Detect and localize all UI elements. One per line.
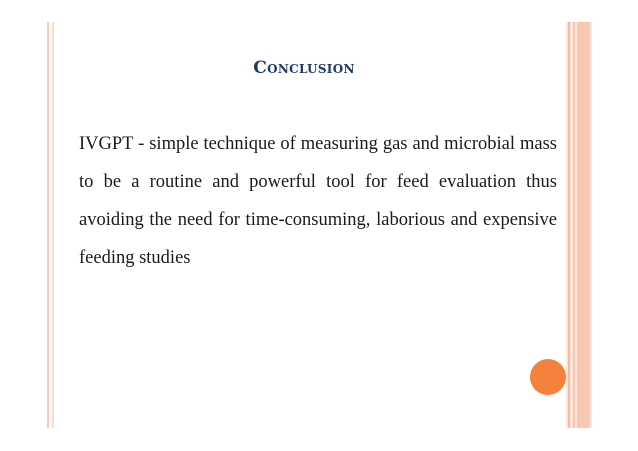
left-decorative-stripe	[47, 22, 49, 428]
right-decorative-line-inner	[573, 22, 575, 428]
slide-title: Conclusion	[253, 58, 355, 78]
right-decorative-fill	[577, 22, 590, 428]
orange-circle-decoration	[530, 359, 566, 395]
right-decorative-line	[568, 22, 570, 428]
slide-body-text: IVGPT - simple technique of measuring gas and microbial mass to be a routine and powerful tool for feed evaluation thus avoiding the need for time-consuming, laborious and expensive feeding studies	[79, 134, 557, 268]
left-decorative-stripe-inner	[52, 22, 54, 428]
